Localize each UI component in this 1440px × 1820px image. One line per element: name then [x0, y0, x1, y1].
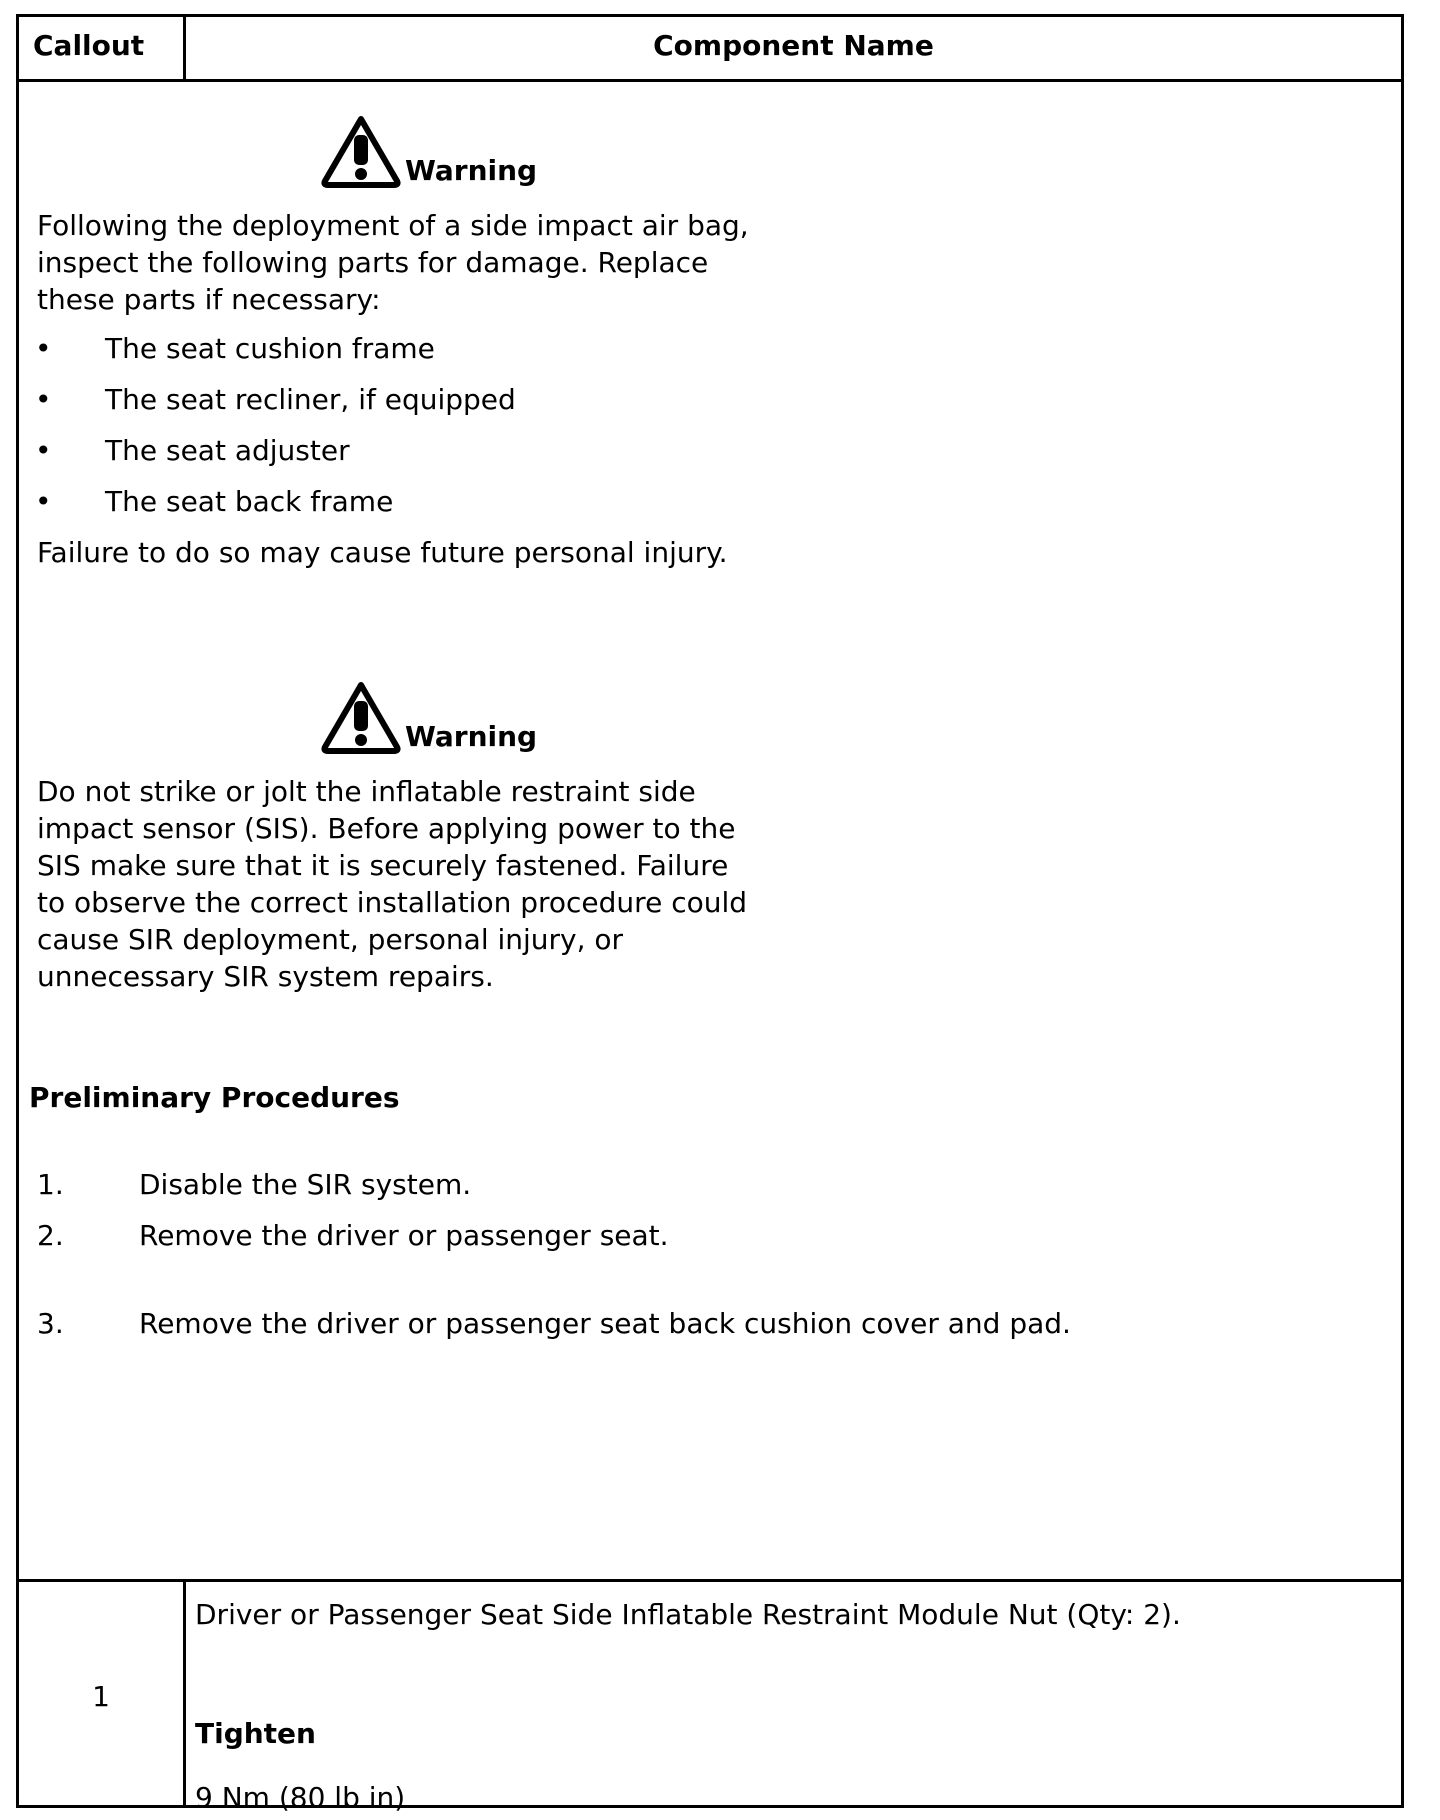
- warning-triangle-icon: [321, 681, 401, 755]
- bullet-item: The seat cushion frame: [105, 332, 435, 365]
- step-number: 2.: [37, 1219, 64, 1252]
- bullet-dot: •: [35, 383, 52, 416]
- component-name-header: Component Name: [653, 29, 934, 62]
- warning-text-line: cause SIR deployment, personal injury, or: [37, 923, 624, 956]
- tighten-label: Tighten: [195, 1717, 316, 1750]
- warning-closing-text: Failure to do so may cause future personal injury.: [37, 536, 728, 569]
- callout-number: 1: [92, 1680, 110, 1713]
- bullet-dot: •: [35, 332, 52, 365]
- warning-text-line: to observe the correct installation procedure could: [37, 886, 748, 919]
- torque-value: 9 Nm (80 lb in): [195, 1781, 406, 1814]
- step-text: Disable the SIR system.: [139, 1168, 472, 1201]
- step-number: 1.: [37, 1168, 64, 1201]
- warning-text-line: Following the deployment of a side impact air bag,: [37, 209, 749, 242]
- warning-text-line: inspect the following parts for damage. Replace: [37, 246, 709, 279]
- warning-text-line: Do not strike or jolt the inflatable restraint side: [37, 775, 696, 808]
- warning-label: Warning: [405, 720, 538, 753]
- warning-heading: [321, 681, 537, 755]
- bullet-dot: •: [35, 485, 52, 518]
- step-text: Remove the driver or passenger seat.: [139, 1219, 669, 1252]
- component-name: Driver or Passenger Seat Side Inflatable Restraint Module Nut (Qty: 2).: [195, 1598, 1181, 1631]
- warning-label: Warning: [405, 154, 538, 187]
- procedure-section: [19, 79, 1401, 1582]
- header-divider: [183, 17, 186, 79]
- bullet-item: The seat adjuster: [105, 434, 350, 467]
- warning-triangle-icon: [321, 115, 401, 189]
- table-header: [19, 17, 1401, 82]
- warning-text-line: impact sensor (SIS). Before applying power to the: [37, 812, 736, 845]
- warning-text-line: unnecessary SIR system repairs.: [37, 960, 494, 993]
- step-number: 3.: [37, 1307, 64, 1340]
- warning-heading: [321, 115, 537, 189]
- bullet-item: The seat back frame: [105, 485, 394, 518]
- preliminary-title: Preliminary Procedures: [29, 1081, 400, 1114]
- bullet-dot: •: [35, 434, 52, 467]
- bullet-item: The seat recliner, if equipped: [105, 383, 516, 416]
- callout-header: Callout: [33, 29, 145, 62]
- warning-text-line: SIS make sure that it is securely fastened. Failure: [37, 849, 729, 882]
- procedure-table: [16, 14, 1404, 1814]
- warning-text-line: these parts if necessary:: [37, 283, 381, 316]
- table-row: [19, 1582, 1401, 1814]
- step-text: Remove the driver or passenger seat back cushion cover and pad.: [139, 1307, 1071, 1340]
